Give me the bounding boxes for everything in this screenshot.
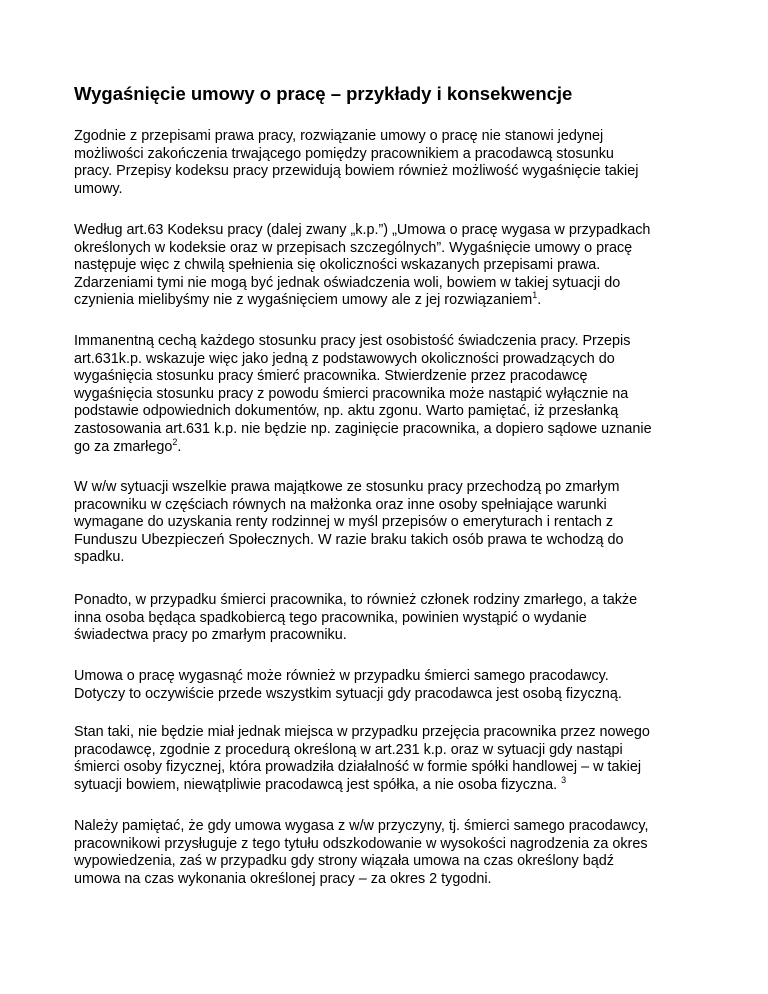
paragraph-text: go za zmarłego	[74, 438, 173, 455]
paragraph-3	[74, 333, 702, 456]
paragraph-line: Dotyczy to oczywiście przede wszystkim sytuacji gdy pracodawca jest osobą fizyczną.	[74, 685, 622, 702]
paragraph-5	[74, 592, 702, 645]
paragraph-line: Ponadto, w przypadku śmierci pracownika, to również członek rodziny zmarłego, a także	[74, 592, 638, 608]
paragraph-6	[74, 668, 702, 703]
footnote-ref-3[interactable]: 3	[561, 774, 567, 785]
paragraph-line: W w/w sytuacji wszelkie prawa majątkowe ze stosunku pracy przechodzą po zmarłym	[74, 479, 620, 495]
paragraph-line: Należy pamiętać, że gdy umowa wygasa z w/w przyczyny, tj. śmierci samego pracodawcy,	[74, 818, 649, 834]
paragraph-line: pracy. Przepisy kodeksu pracy przewidują bowiem również możliwość wygaśnięcie takiej	[74, 163, 639, 180]
paragraph-line: pracodawcę, zgodnie z procedurą określoną w art.231 k.p. oraz w sytuacji gdy nastąpi	[74, 741, 623, 758]
paragraph-line: umowa na czas wykonania określonej pracy – za okres 2 tygodni.	[74, 870, 492, 887]
paragraph-line: art.631k.p. wskazuje więc jako jedną z podstawowych okoliczności prowadzących do	[74, 350, 615, 367]
paragraph-line-last	[74, 774, 702, 795]
paragraph-line: Umowa o pracę wygasnąć może również w przypadku śmierci samego pracodawcy.	[74, 668, 609, 684]
paragraph-line: śmierci osoby fizycznej, która prowadziła działalność w formie spółki handlowej – w takiej	[74, 759, 642, 776]
paragraph-4	[74, 479, 702, 567]
paragraph-line: wygaśnięcia stosunku pracy z powodu śmierci pracownika może nastąpić wyłącznie na	[74, 385, 629, 402]
paragraph-8	[74, 818, 702, 888]
paragraph-line: podstawie odpowiednich dokumentów, np. aktu zgonu. Warto pamiętać, iż przesłanką	[74, 403, 619, 420]
paragraph-line: wypowiedzenia, zaś w przypadku gdy strony wiązała umowa na czas określony bądź	[74, 853, 614, 870]
paragraph-line: spadku.	[74, 549, 125, 566]
paragraph-line: świadectwa pracy po zmarłym pracowniku.	[74, 627, 347, 644]
paragraph-line: wygaśnięcia stosunku pracy śmierć pracownika. Stwierdzenie przez pracodawcę	[74, 368, 588, 385]
paragraph-line: pracowniku w częściach równych na małżonka oraz inne osoby spełniające warunki	[74, 496, 607, 513]
paragraph-line: określonych w kodeksie oraz w przepisach szczególnych”. Wygaśnięcie umowy o pracę	[74, 239, 633, 256]
paragraph-line: Zgodnie z przepisami prawa pracy, rozwiązanie umowy o pracę nie stanowi jedynej	[74, 128, 604, 144]
paragraph-line: Funduszu Ubezpieczeń Społecznych. W razie braku takich osób prawa te wchodzą do	[74, 531, 624, 548]
paragraph-2	[74, 222, 702, 310]
paragraph-line: Immanentną cechą każdego stosunku pracy jest osobistość świadczenia pracy. Przepis	[74, 333, 631, 349]
paragraph-7	[74, 724, 702, 794]
paragraph-line: wymagane do uzyskania renty rodzinnej w myśl przepisów o emeryturach i rentach z	[74, 514, 614, 531]
document-title: Wygaśnięcie umowy o pracę – przykłady i konsekwencje	[74, 83, 573, 104]
paragraph-line: umowy.	[74, 180, 123, 197]
paragraph-line: Zdarzeniami tymi nie mogą być jednak oświadczenia woli, bowiem w takiej sytuacji do	[74, 274, 621, 291]
paragraph-line: inna osoba będąca spadkobiercą tego pracownika, powinien wystąpić o wydanie	[74, 609, 587, 626]
paragraph-text: czynienia mielibyśmy nie z wygaśnięciem umowy ale z jej rozwiązaniem	[74, 292, 533, 309]
paragraph-line: zastosowania art.631 k.p. nie będzie np. zaginięcie pracownika, a dopiero sądowe uznanie	[74, 420, 652, 437]
footnote-ref-1[interactable]: 1	[532, 290, 538, 301]
footnote-ref-2[interactable]: 2	[172, 436, 178, 447]
paragraph-line: następuje więc z chwilą spełnienia się okoliczności wskazanych przepisami prawa.	[74, 257, 601, 274]
paragraph-line: możliwości zakończenia trwającego pomiędzy pracownikiem a pracodawcą stosunku	[74, 145, 614, 162]
paragraph-punctuation: .	[537, 292, 542, 309]
paragraph-text: sytuacji bowiem, niewątpliwie pracodawcą jest spółka, a nie osoba fizyczna.	[74, 776, 562, 793]
paragraph-punctuation: .	[177, 438, 182, 455]
paragraph-line: pracownikowi przysługuje z tego tytułu odszkodowanie w wysokości nagrodzenia za okres	[74, 835, 648, 852]
paragraph-1	[74, 128, 702, 198]
paragraph-line-last	[74, 292, 702, 310]
paragraph-line: Według art.63 Kodeksu pracy (dalej zwany „k.p.”) „Umowa o pracę wygasa w przypadkach	[74, 222, 651, 238]
paragraph-line: Stan taki, nie będzie miał jednak miejsca w przypadku przejęcia pracownika przez nowego	[74, 724, 650, 740]
paragraph-line-last	[74, 436, 702, 457]
